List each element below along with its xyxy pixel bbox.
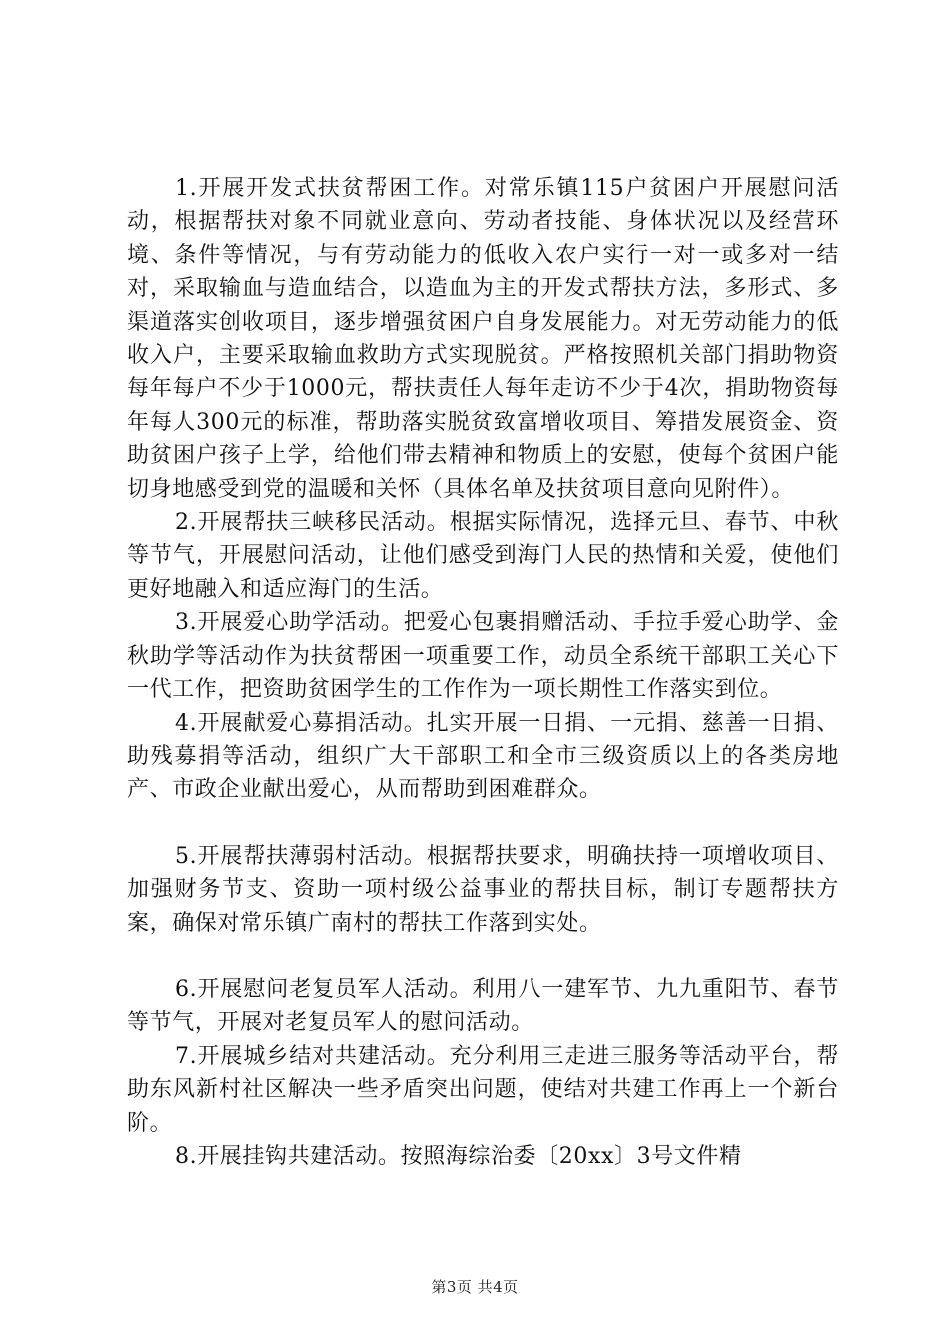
document-body — [127, 172, 839, 1173]
paragraph-6: 6.开展慰问老复员军人活动。利用八一建军节、九九重阳节、春节等节气，开展对老复员军人的慰问活动。 — [127, 976, 839, 1036]
paragraph-7: 7.开展城乡结对共建活动。充分利用三走进三服务等活动平台，帮助东风新村社区解决一些矛盾突出问题，使结对共建工作再上一个新台阶。 — [127, 1043, 839, 1136]
paragraph-8: 8.开展挂钩共建活动。按照海综治委〔20xx〕3号文件精 — [175, 1143, 742, 1169]
paragraph-5: 5.开展帮扶薄弱村活动。根据帮扶要求，明确扶持一项增收项目、加强财务节支、资助一项村级公益事业的帮扶目标，制订专题帮扶方案，确保对常乐镇广南村的帮扶工作落到实处。 — [127, 843, 839, 936]
paragraph-2: 2.开展帮扶三峡移民活动。根据实际情况，选择元旦、春节、中秋等节气，开展慰问活动，让他们感受到海门人民的热情和关爱，使他们更好地融入和适应海门的生活。 — [127, 510, 839, 602]
paragraph-4: 4.开展献爱心募捐活动。扎实开展一日捐、一元捐、慈善一日捐、助残募捐等活动，组织广大干部职工和全市三级资质以上的各类房地产、市政企业献出爱心，从而帮助到困难群众。 — [127, 710, 839, 803]
page-number-footer: 第3页 共4页 — [431, 1278, 519, 1296]
paragraph-3: 3.开展爱心助学活动。把爱心包裹捐赠活动、手拉手爱心助学、金秋助学等活动作为扶贫帮困一项重要工作，动员全系统干部职工关心下一代工作，把资助贫困学生的工作作为一项长期性工作落实到位。 — [127, 610, 839, 703]
paragraph-1: 1.开展开发式扶贫帮困工作。对常乐镇115户贫困户开展慰问活动，根据帮扶对象不同就业意向、劳动者技能、身体状况以及经营环境、条件等情况，与有劳动能力的低收入农户实行一对一或多对一结对，采取输血与造血结合，以造血为主的开发式帮扶方法，多形式、多渠道落实创收项目，逐步增强贫困户自身发展能力。对无劳动能力的低收入户，主要采取输血救助方式实现脱贫。严格按照机关部门捐助物资每年每户不少于1000元，帮扶责任人每年走访不少于4次，捐助物资每年每人300元的标准，帮助落实脱贫致富增收项目、筹措发展资金、资助贫困户孩子上学，给他们带去精神和物质上的安慰，使每个贫困户能切身地感受到党的温暖和关怀（具体名单及扶贫项目意向见附件）。 — [127, 176, 839, 502]
